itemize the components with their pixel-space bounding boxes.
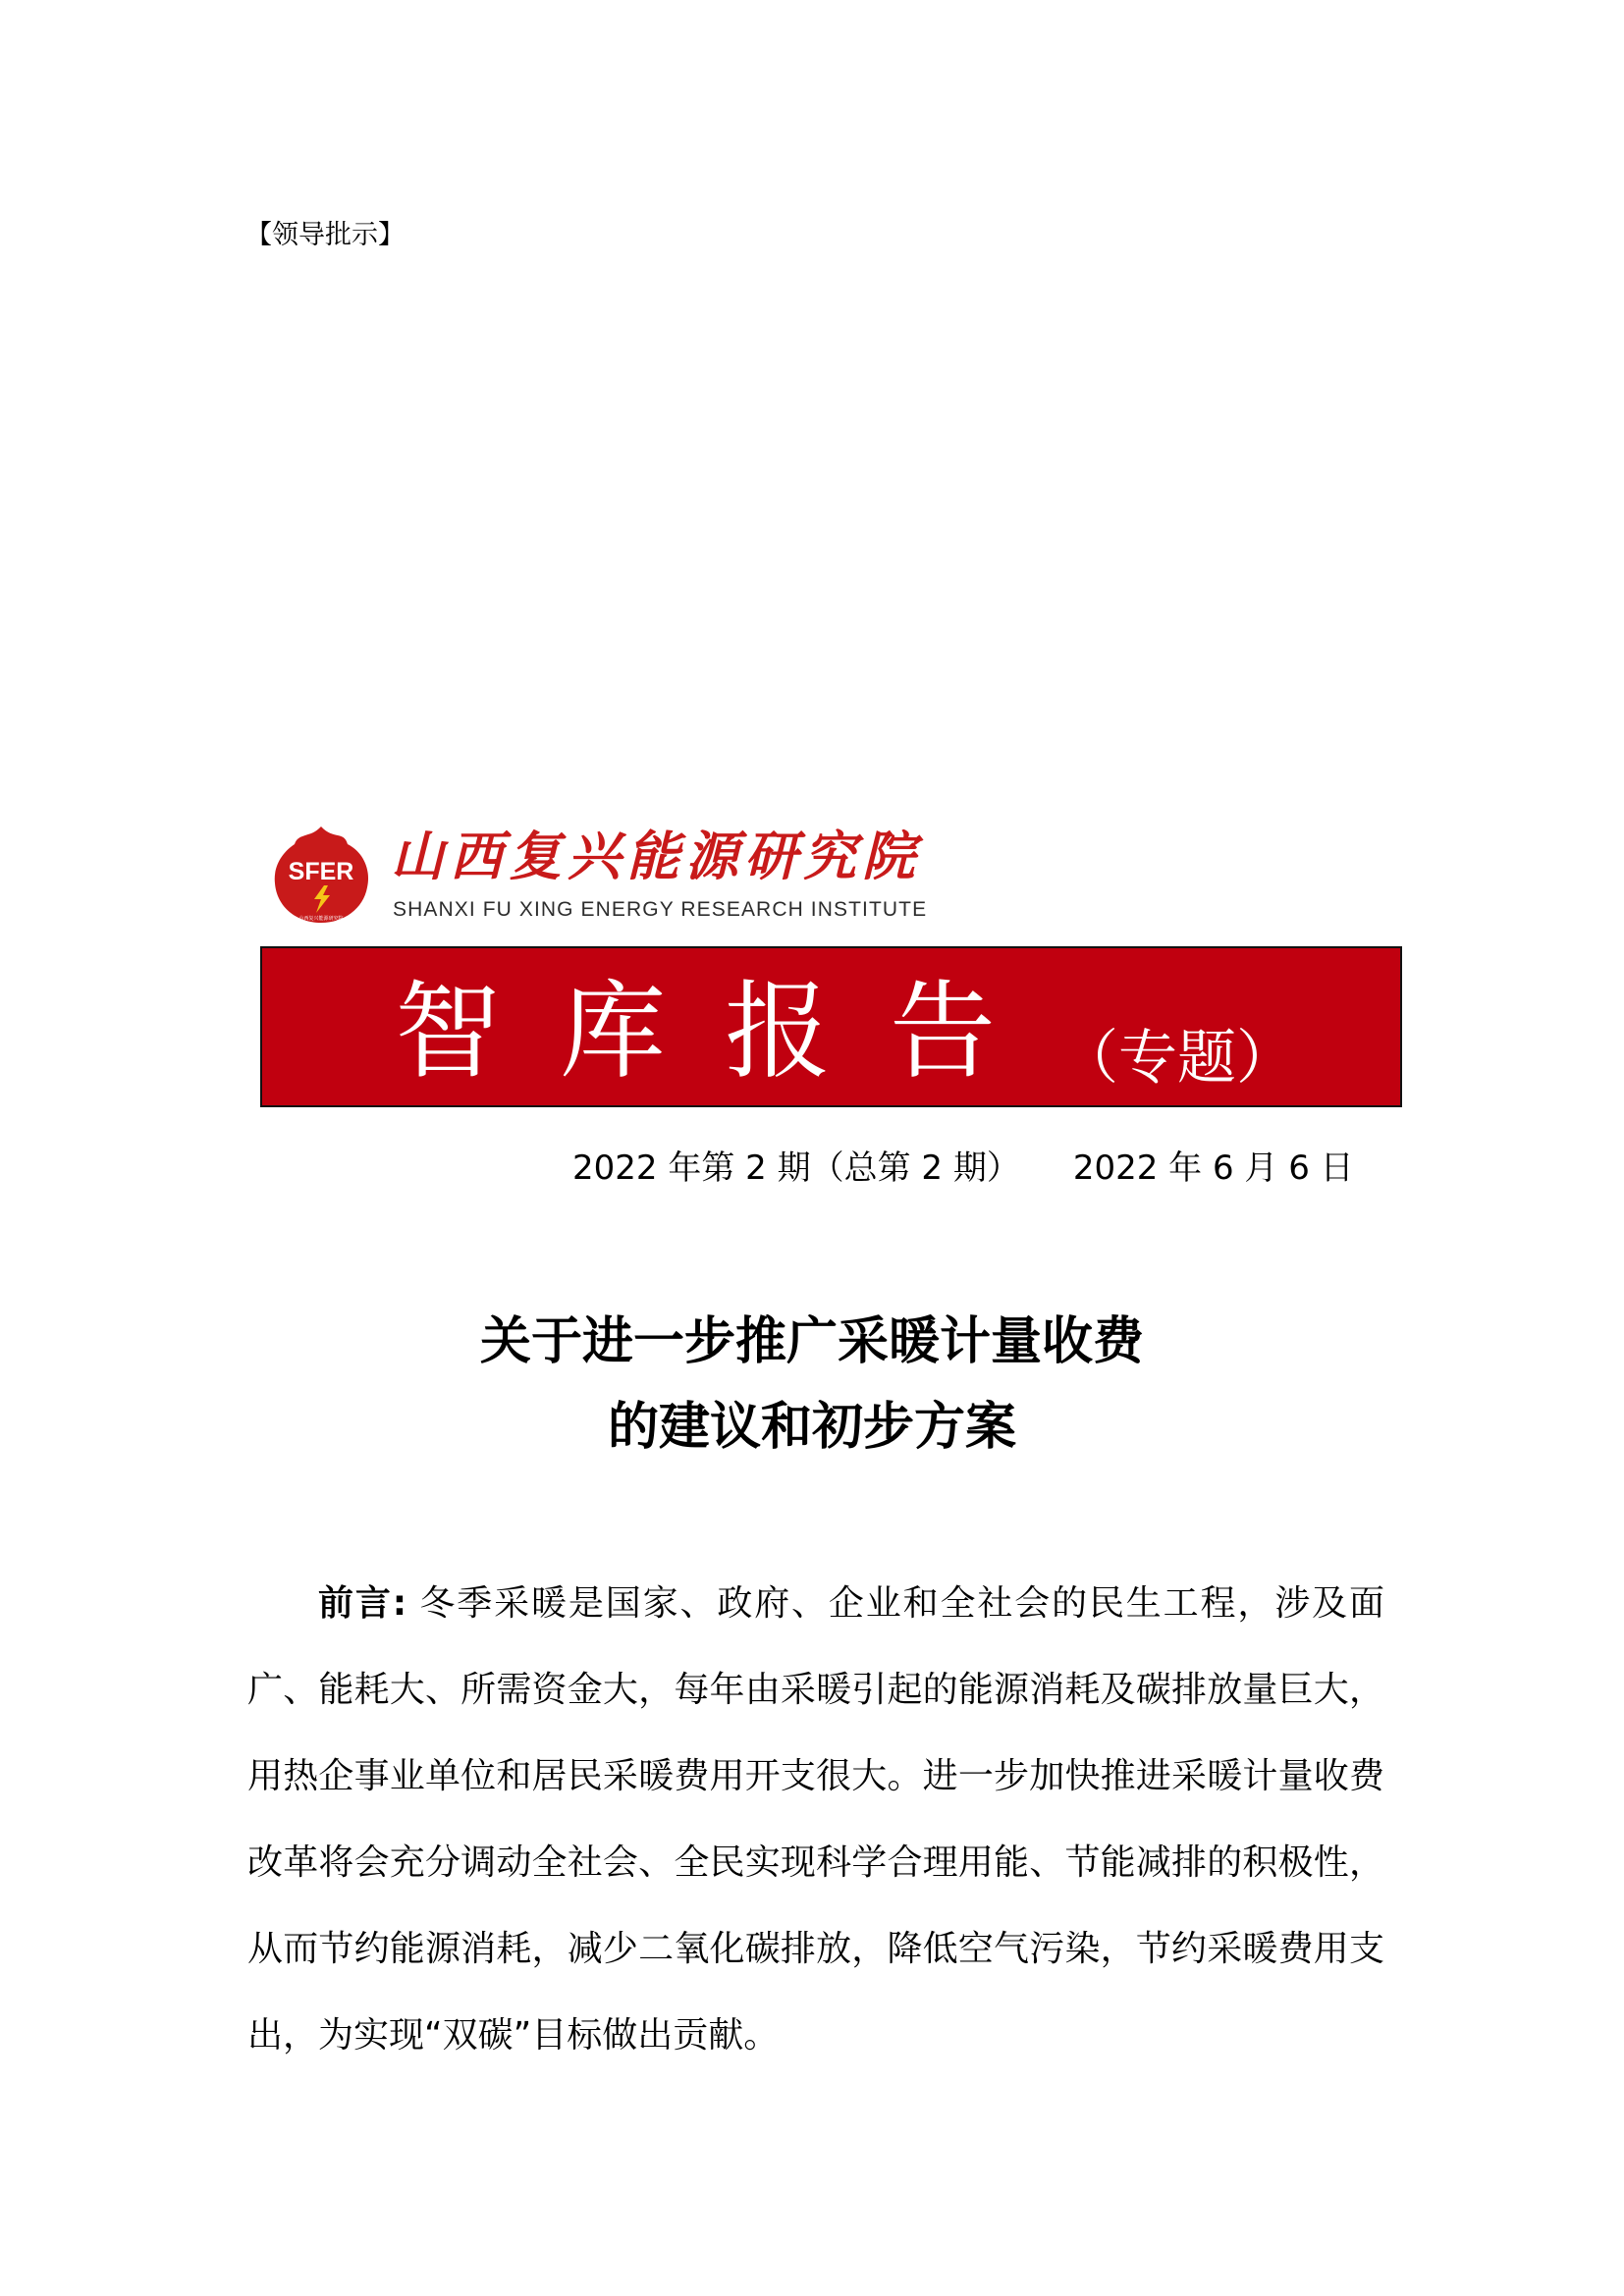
banner-subtitle: （专题） — [1059, 1024, 1295, 1093]
banner-title: 智库报告 — [395, 971, 1056, 1094]
report-title-line-2: 的建议和初步方案 — [607, 1398, 1016, 1457]
logo-badge-small-text: 山西复兴能源研究院 — [298, 916, 344, 922]
report-title-line-1: 关于进一步推广采暖计量收费 — [479, 1312, 1144, 1371]
issue-number: 2022 年第 2 期（总第 2 期） — [572, 1148, 1020, 1188]
report-banner — [260, 946, 1402, 1107]
logo-badge-text: SFER — [288, 858, 354, 885]
issue-date: 2022 年 6 月 6 日 — [1072, 1148, 1354, 1188]
preface-label: 前言: — [318, 1583, 407, 1624]
institute-name-en: SHANXI FU XING ENERGY RESEARCH INSTITUTE — [393, 898, 928, 921]
institute-logo — [269, 823, 937, 933]
institute-name-cn: 山西复兴能源研究院 — [391, 825, 921, 887]
flame-logo-icon — [269, 823, 373, 927]
preface-text: 冬季采暖是国家、政府、企业和全社会的民生工程，涉及面广、能耗大、所需资金大，每年由采暖引起的能源消耗及碳排放量巨大，用热企事业单位和居民采暖费用开支很大。进一步加快推进采暖计量收费改革将会充分调动全社会、全民实现科学合理用能、节能减排的积极性， 从而节约能源消耗，减少二氧化碳排放，降低空气污染，节约采暖费用支出，为实现“双碳”目标做出贡献。 — [247, 1583, 1384, 2056]
preface-paragraph — [247, 1561, 1384, 2079]
issue-line — [572, 1147, 1354, 1190]
leader-note: 【领导批示】 — [245, 220, 405, 250]
